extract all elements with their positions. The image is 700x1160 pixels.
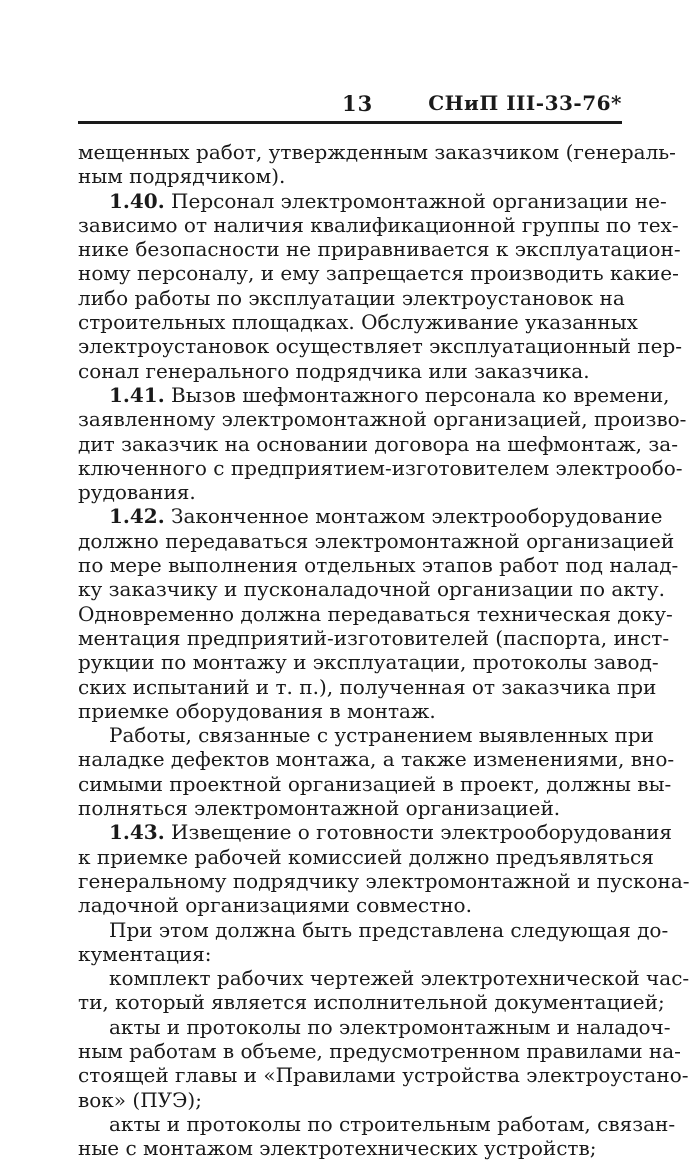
line-text: строительных площадках. Обслуживание указанных	[78, 310, 638, 335]
text-line	[78, 1038, 681, 1063]
text-line	[78, 747, 675, 772]
clause-number: 1.43.	[109, 820, 165, 845]
text-line	[78, 359, 622, 383]
line-text: Вызов шефмонтажного персонала ко времени,	[164, 382, 670, 407]
line-text: должно передаваться электромонтажной организацией	[78, 528, 675, 553]
line-text: Работы, связанные с устранением выявленных при	[109, 723, 655, 748]
text-line	[78, 820, 673, 845]
line-text: полняться электромонтажной организацией.	[78, 796, 561, 821]
line-text: ских испытаний и т. п.), полученная от заказчика при	[78, 674, 657, 699]
text-line	[78, 674, 657, 699]
text-line	[78, 212, 679, 237]
text-line	[78, 723, 655, 748]
line-text: ные с монтажом электротехнических устройств;	[78, 1136, 597, 1160]
line-text: Персонал электромонтажной организации не-	[164, 188, 667, 213]
text-line	[78, 528, 675, 553]
clause-number: 1.40.	[109, 188, 165, 213]
text-line	[78, 455, 683, 480]
text-line	[78, 650, 659, 675]
text-line	[78, 966, 690, 991]
text-line	[78, 285, 625, 310]
line-text: генеральному подрядчику электромонтажной и пускона-	[78, 868, 690, 893]
line-text: стоящей главы и «Правилами устройства электроустано-	[78, 1063, 689, 1088]
text-line	[78, 1136, 622, 1160]
line-text: ному персоналу, и ему запрещается производить какие-	[78, 261, 679, 286]
line-text: акты и протоколы по электромонтажным и наладоч-	[109, 1014, 671, 1039]
text-line	[78, 942, 622, 966]
text-line	[78, 310, 638, 335]
text-line	[78, 601, 673, 626]
text-line	[78, 1014, 671, 1039]
header-rule	[78, 121, 622, 124]
text-line	[78, 990, 665, 1015]
line-text: вок» (ПУЭ);	[78, 1087, 202, 1112]
line-text: комплект рабочих чертежей электротехнической час-	[109, 966, 690, 991]
text-line	[78, 893, 622, 917]
page-number: 13	[342, 91, 374, 116]
line-text: к приемке рабочей комиссией должно предъявляться	[78, 844, 654, 869]
text-line	[78, 382, 670, 407]
page-header	[78, 91, 622, 117]
text-line	[78, 504, 663, 529]
text-line	[78, 237, 681, 262]
clause-number: 1.41.	[109, 382, 165, 407]
line-text: рукции по монтажу и эксплуатации, протоколы завод-	[78, 650, 659, 675]
text-line	[78, 407, 687, 432]
line-text: Одновременно должна передаваться техническая доку-	[78, 601, 673, 626]
line-text: электроустановок осуществляет эксплуатационный пер-	[78, 334, 683, 359]
line-text: мещенных работ, утвержденным заказчиком (генераль-	[78, 140, 676, 164]
text-line	[78, 917, 669, 942]
line-text: ти, который является исполнительной документацией;	[78, 990, 665, 1015]
text-line	[78, 480, 622, 504]
text-line	[78, 261, 679, 286]
line-text: заявленному электромонтажной организацией, произво-	[78, 407, 687, 432]
line-text: сонал генерального подрядчика или заказчика.	[78, 358, 590, 383]
line-text: ным работам в объеме, предусмотренном правилами на-	[78, 1038, 681, 1063]
clause-number: 1.42.	[109, 504, 165, 529]
text-line	[78, 164, 622, 188]
text-line	[78, 1063, 689, 1088]
text-line	[78, 553, 679, 578]
line-text: дит заказчик на основании договора на шефмонтаж, за-	[78, 431, 678, 456]
line-text: ментация предприятий-изготовителей (паспорта, инст-	[78, 625, 670, 650]
line-text: нике безопасности не приравнивается к эксплуатацион-	[78, 237, 681, 262]
line-text: При этом должна быть представлена следующая до-	[109, 917, 669, 942]
text-line	[78, 334, 683, 359]
line-text: ку заказчику и пусконаладочной организации по акту.	[78, 577, 665, 602]
line-text: кументация:	[78, 941, 212, 966]
line-text: по мере выполнения отдельных этапов работ под налад-	[78, 553, 679, 578]
line-text: симыми проектной организацией в проект, должны вы-	[78, 771, 672, 796]
text-line	[78, 140, 676, 164]
line-text: рудования.	[78, 480, 196, 505]
text-line	[78, 188, 667, 213]
line-text: ным подрядчиком).	[78, 164, 286, 189]
document-code: СНиП III-33-76*	[428, 91, 622, 115]
text-line	[78, 431, 678, 456]
text-line	[78, 1111, 676, 1136]
line-text: либо работы по эксплуатации электроустановок на	[78, 285, 625, 310]
text-line	[78, 625, 670, 650]
line-text: наладке дефектов монтажа, а также изменениями, вно-	[78, 747, 675, 772]
line-text: Законченное монтажом электрооборудование	[164, 504, 663, 529]
line-text: зависимо от наличия квалификационной группы по тех-	[78, 212, 679, 237]
text-line	[78, 699, 622, 723]
line-text: ключенного с предприятием-изготовителем электрообо-	[78, 455, 683, 480]
text-line	[78, 796, 622, 820]
text-line	[78, 844, 654, 869]
line-text: акты и протоколы по строительным работам, связан-	[109, 1111, 676, 1136]
body-text	[78, 140, 690, 1160]
text-line	[78, 771, 672, 796]
text-line	[78, 577, 665, 602]
line-text: Извещение о готовности электрооборудования	[164, 820, 673, 845]
line-text: приемке оборудования в монтаж.	[78, 698, 436, 723]
line-text: ладочной организациями совместно.	[78, 893, 472, 918]
text-line	[78, 868, 690, 893]
text-line	[78, 1088, 622, 1112]
